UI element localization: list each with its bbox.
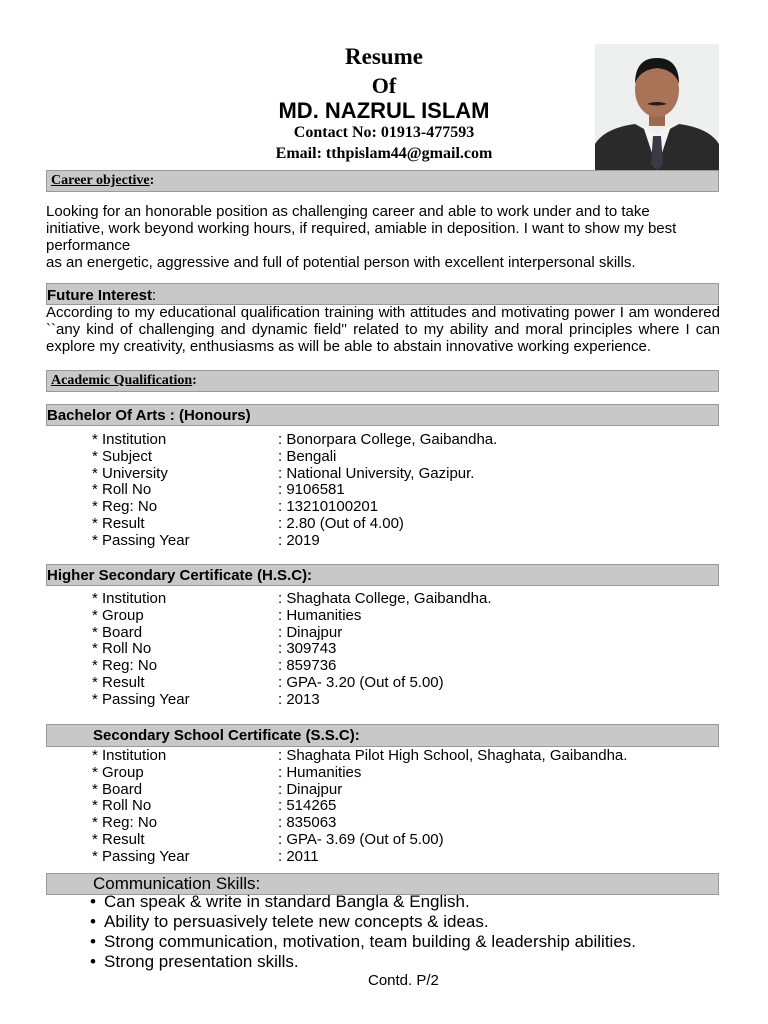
detail-value: : 9106581: [278, 481, 345, 499]
future-interest-header: [46, 283, 719, 305]
detail-value: : 2011: [278, 847, 319, 865]
detail-value: : Dinajpur: [278, 623, 343, 641]
detail-label: * Passing Year: [92, 847, 190, 865]
future-interest-text: According to my educational qualification training with attitudes and motivating power I am wondered ``any kind of challenging and dynamic field'' related to my ability and moral principles where I can explore my creativity, enthusiasms as will be able to abstain innovative working experience.: [46, 304, 720, 355]
career-line: performance: [46, 237, 131, 254]
detail-value: : Bonorpara College, Gaibandha.: [278, 431, 498, 448]
detail-label: * Board: [92, 623, 143, 641]
career-line: initiative, work beyond working hours, if required, amiable in deposition. I want to show my best: [46, 220, 677, 237]
detail-value: : National University, Gazipur.: [278, 464, 475, 482]
detail-label: * Reg: No: [92, 814, 158, 832]
skill-item: Can speak & write in standard Bangla & English.: [104, 892, 470, 911]
bachelor-heading: Bachelor Of Arts : (Honours): [47, 407, 251, 424]
future-interest-heading: Future Interest: [47, 287, 153, 304]
detail-label: * Result: [92, 674, 145, 691]
candidate-name: MD. NAZRUL ISLAM: [278, 98, 490, 123]
detail-label: * Subject: [92, 447, 153, 465]
detail-value: : Shaghata College, Gaibandha.: [278, 590, 492, 607]
detail-value: : 2019: [278, 531, 320, 549]
detail-value: : 2013: [278, 690, 320, 708]
hsc-heading: Higher Secondary Certificate (H.S.C):: [47, 567, 313, 584]
detail-label: * Result: [92, 831, 145, 848]
detail-value: : 835063: [278, 814, 337, 832]
detail-label: * Group: [92, 606, 144, 624]
skill-item: Strong communication, motivation, team building & leadership abilities.: [104, 932, 636, 951]
skill-bullet-icon: •: [90, 952, 96, 971]
detail-label: * Roll No: [92, 640, 152, 658]
career-objective-header: [46, 170, 719, 192]
detail-value: : 13210100201: [278, 498, 379, 516]
resume-title: Resume: [345, 44, 423, 69]
detail-label: * Institution: [92, 590, 167, 607]
future-interest-colon: :: [152, 287, 157, 304]
detail-label: * Board: [92, 780, 143, 798]
skill-bullet-icon: •: [90, 892, 96, 911]
career-objective-colon: :: [149, 173, 155, 188]
detail-value: : GPA- 3.69 (Out of 5.00): [278, 831, 444, 848]
detail-label: * Institution: [92, 431, 167, 448]
career-line: Looking for an honorable position as challenging career and able to work under and to take: [46, 203, 650, 220]
detail-value: : 859736: [278, 657, 337, 675]
ssc-heading: Secondary School Certificate (S.S.C):: [93, 727, 360, 744]
detail-value: : Shaghata Pilot High School, Shaghata, Gaibandha.: [278, 747, 628, 764]
detail-label: * Reg: No: [92, 498, 158, 516]
ssc-header: [46, 724, 719, 747]
continued-note: Contd. P/2: [368, 972, 439, 989]
career-line: as an energetic, aggressive and full of potential person with excellent interpersonal skills.: [46, 254, 636, 271]
career-objective-heading: Career objective: [51, 173, 150, 188]
detail-label: * Roll No: [92, 481, 152, 499]
academic-qualification-header: [46, 370, 719, 392]
skill-bullet-icon: •: [90, 912, 96, 931]
profile-photo: [595, 44, 719, 170]
detail-label: * Result: [92, 515, 145, 532]
detail-value: : Dinajpur: [278, 780, 343, 798]
detail-value: : 2.80 (Out of 4.00): [278, 515, 404, 532]
resume-of: Of: [371, 73, 397, 98]
detail-value: : 309743: [278, 640, 337, 658]
skill-bullet-icon: •: [90, 932, 96, 951]
hsc-header: [46, 564, 719, 586]
detail-label: * Group: [92, 763, 144, 781]
communication-skills-heading: Communication Skills:: [93, 874, 261, 893]
detail-label: * Institution: [92, 747, 167, 764]
academic-qualification-colon: :: [192, 373, 197, 388]
career-objective-text: [46, 203, 720, 271]
email-address: Email: tthpislam44@gmail.com: [275, 145, 493, 162]
detail-label: * Roll No: [92, 797, 152, 815]
contact-number: Contact No: 01913-477593: [293, 124, 475, 141]
detail-label: * Passing Year: [92, 531, 190, 549]
bachelor-header: [46, 404, 719, 426]
detail-label: * Passing Year: [92, 690, 190, 708]
detail-label: * University: [92, 464, 168, 482]
academic-qualification-heading: Academic Qualification: [51, 373, 193, 388]
detail-value: : Humanities: [278, 606, 362, 624]
detail-value: : GPA- 3.20 (Out of 5.00): [278, 674, 444, 691]
skill-item: Strong presentation skills.: [104, 952, 299, 971]
detail-value: : Bengali: [278, 447, 337, 465]
skill-item: Ability to persuasively telete new concepts & ideas.: [104, 912, 489, 931]
detail-value: : Humanities: [278, 763, 362, 781]
detail-label: * Reg: No: [92, 657, 158, 675]
detail-value: : 514265: [278, 797, 337, 815]
